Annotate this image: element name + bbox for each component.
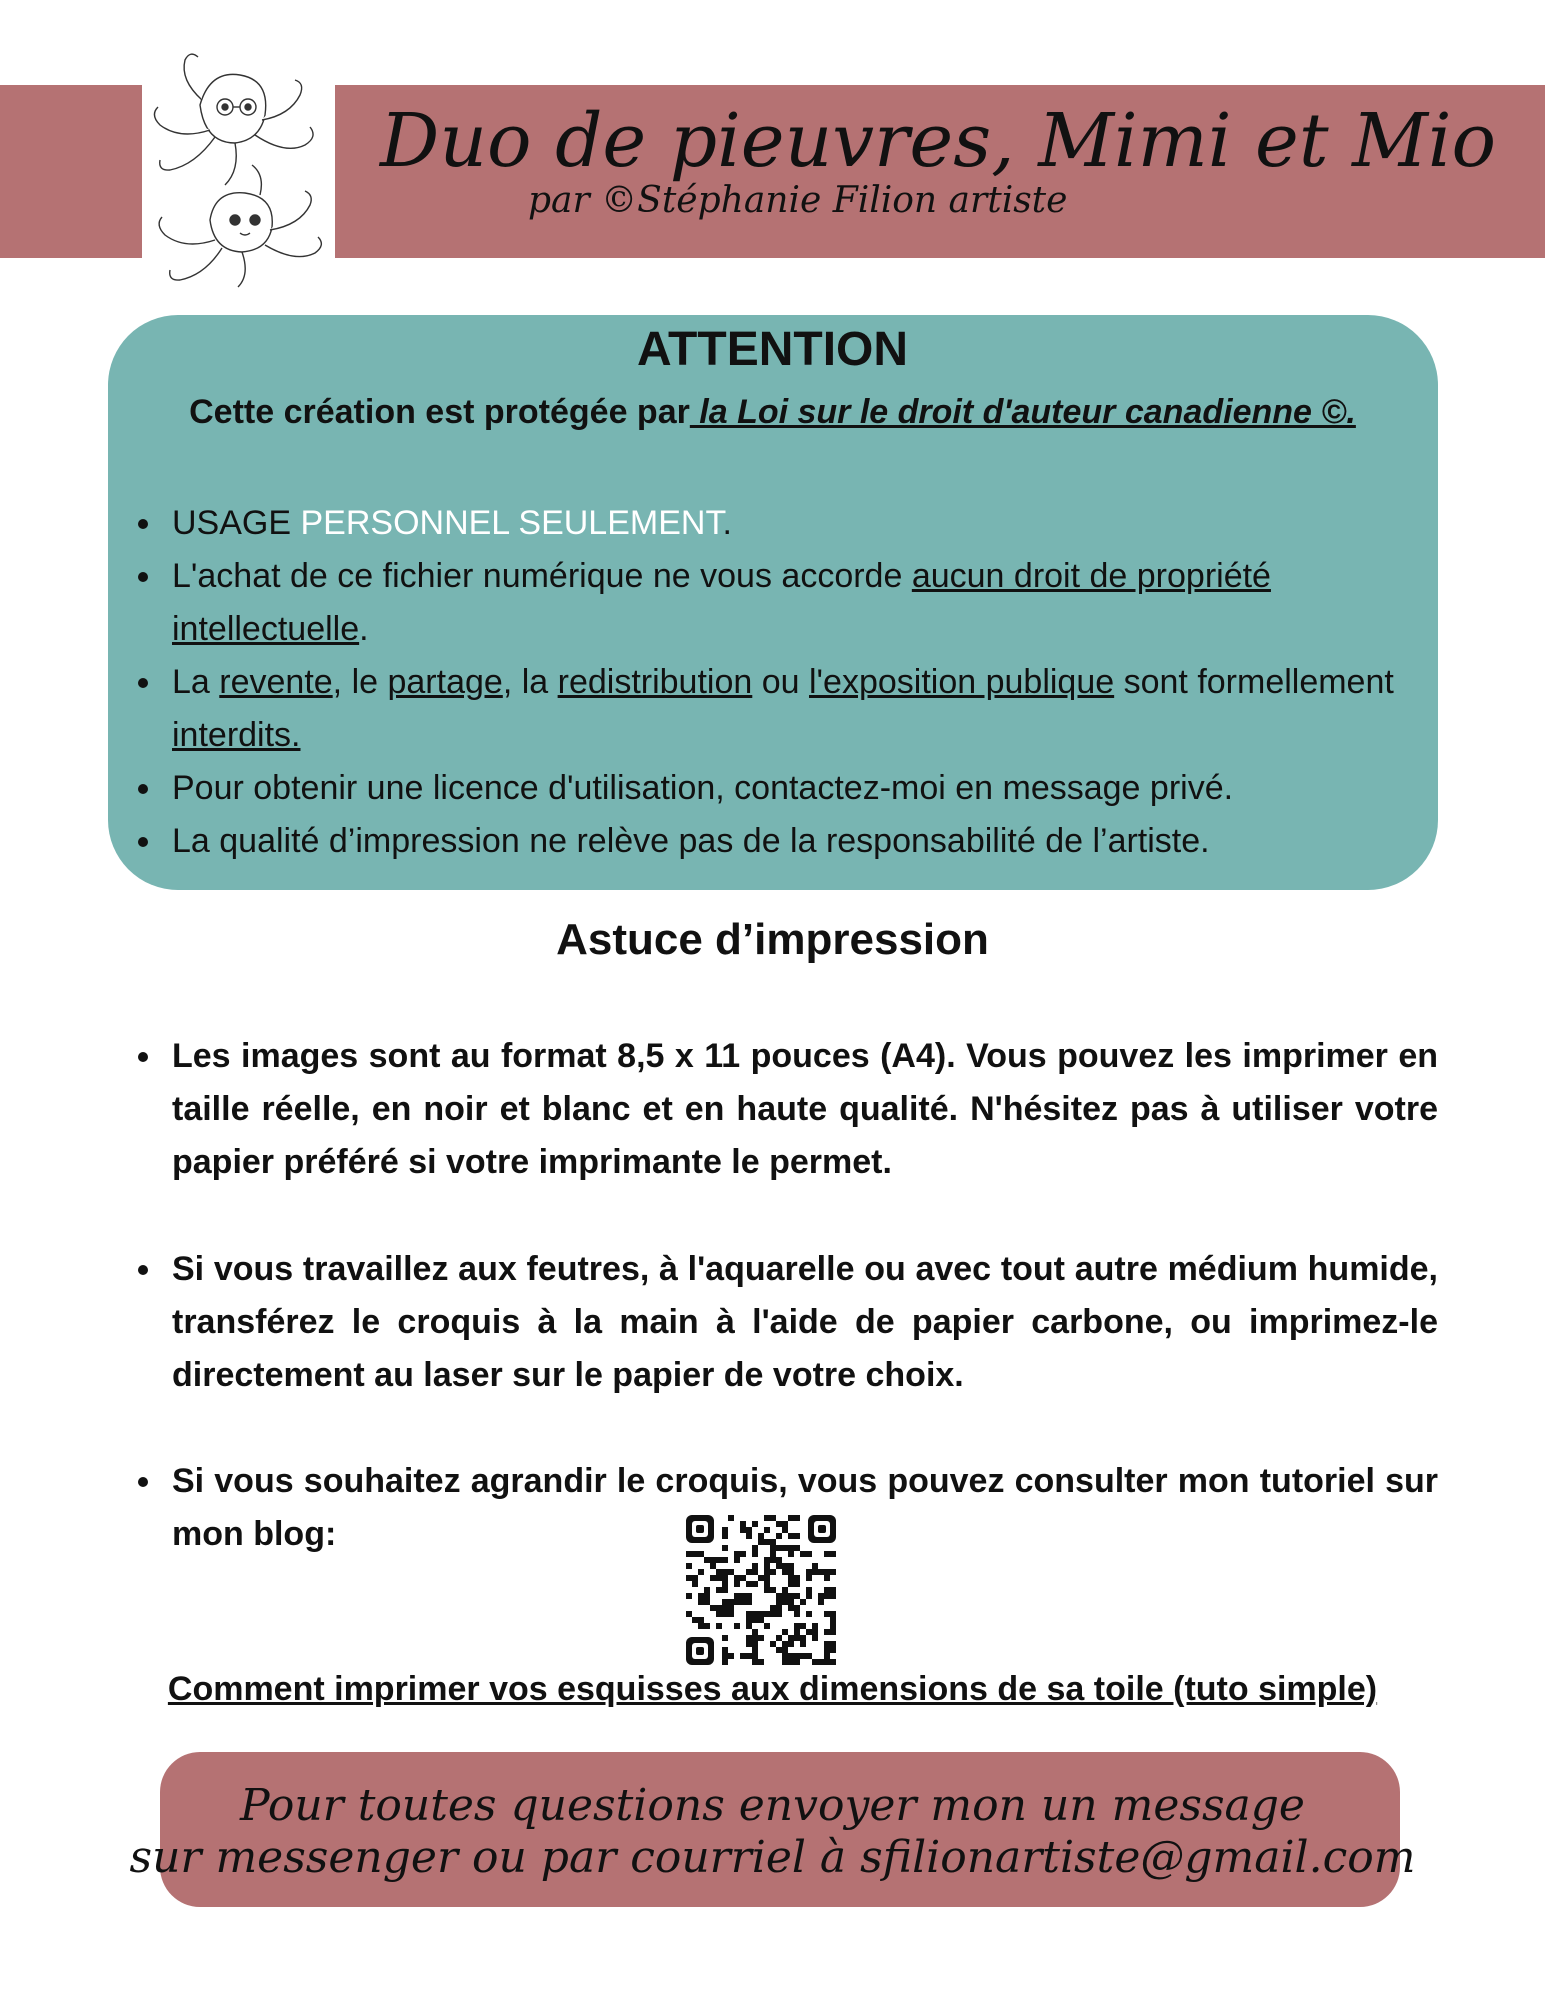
qr-module xyxy=(788,1659,794,1665)
octopus-duo-icon xyxy=(140,45,335,290)
qr-module xyxy=(686,1551,692,1557)
qr-module xyxy=(812,1563,818,1569)
qr-module xyxy=(764,1527,770,1533)
qr-module xyxy=(728,1605,734,1611)
qr-module xyxy=(830,1587,836,1593)
qr-module xyxy=(824,1647,830,1653)
qr-module xyxy=(710,1557,716,1563)
qr-module xyxy=(722,1647,728,1653)
qr-module xyxy=(746,1581,752,1587)
qr-module xyxy=(698,1551,704,1557)
qr-module xyxy=(782,1659,788,1665)
qr-module xyxy=(752,1659,758,1665)
qr-module xyxy=(722,1581,728,1587)
attention-subtitle xyxy=(0,393,1545,432)
qr-module xyxy=(734,1623,740,1629)
item-text: , la xyxy=(502,663,558,701)
qr-module xyxy=(812,1569,818,1575)
item-underlined: partage xyxy=(387,663,503,701)
qr-module xyxy=(830,1629,836,1635)
qr-module xyxy=(740,1653,746,1659)
qr-module xyxy=(800,1653,806,1659)
item-text: , le xyxy=(332,663,388,701)
qr-module xyxy=(770,1551,776,1557)
qr-module xyxy=(752,1641,758,1647)
qr-module xyxy=(722,1545,728,1551)
qr-module xyxy=(740,1521,746,1527)
qr-module xyxy=(740,1527,746,1533)
qr-module xyxy=(752,1569,758,1575)
qr-module xyxy=(812,1659,818,1665)
qr-module xyxy=(806,1575,812,1581)
qr-module xyxy=(764,1611,770,1617)
qr-module xyxy=(716,1587,722,1593)
qr-module xyxy=(830,1617,836,1623)
qr-module xyxy=(824,1611,830,1617)
qr-code-icon[interactable] xyxy=(686,1515,836,1665)
qr-module xyxy=(782,1629,788,1635)
qr-module xyxy=(782,1569,788,1575)
qr-module xyxy=(728,1569,734,1575)
qr-module xyxy=(722,1599,728,1605)
qr-module xyxy=(722,1635,728,1641)
contact-email-line[interactable]: sur messenger ou par courriel à sfilionartiste@gmail.com xyxy=(129,1832,1416,1883)
item-text: L'achat de ce fichier numérique ne vous accorde xyxy=(172,557,912,595)
qr-module xyxy=(770,1557,776,1563)
item-underlined: interdits. xyxy=(172,716,301,754)
qr-module xyxy=(716,1557,722,1563)
qr-module xyxy=(794,1575,800,1581)
qr-module xyxy=(794,1623,800,1629)
attention-title: ATTENTION xyxy=(636,323,909,376)
qr-module xyxy=(758,1635,764,1641)
qr-module xyxy=(800,1551,806,1557)
contact-line: Pour toutes questions envoyer mon un message xyxy=(240,1780,1305,1831)
qr-module xyxy=(794,1593,800,1599)
qr-module xyxy=(788,1533,794,1539)
qr-module xyxy=(770,1539,776,1545)
qr-module xyxy=(728,1611,734,1617)
qr-module xyxy=(734,1599,740,1605)
qr-module xyxy=(830,1659,836,1665)
qr-module xyxy=(806,1629,812,1635)
qr-module xyxy=(704,1593,710,1599)
qr-module xyxy=(824,1575,830,1581)
list-item: Les images sont au format 8,5 x 11 pouces (A4). Vous pouvez les imprimer en taille réelle, en noir et blanc et en haute qualité. N'hésitez pas à utiliser votre papier préféré si votre imprimante le permet. xyxy=(172,1030,1438,1189)
qr-module xyxy=(752,1635,758,1641)
qr-module xyxy=(800,1599,806,1605)
qr-module xyxy=(794,1581,800,1587)
tips-title: Astuce d’impression xyxy=(556,915,989,964)
qr-module xyxy=(752,1653,758,1659)
qr-module xyxy=(764,1623,770,1629)
qr-module xyxy=(794,1545,800,1551)
item-text: . xyxy=(722,504,732,542)
qr-module xyxy=(746,1527,752,1533)
qr-module xyxy=(752,1581,758,1587)
qr-module xyxy=(830,1569,836,1575)
qr-module xyxy=(722,1527,728,1533)
qr-module xyxy=(824,1551,830,1557)
item-text: La xyxy=(172,663,220,701)
qr-module xyxy=(758,1533,764,1539)
qr-module xyxy=(788,1569,794,1575)
qr-module xyxy=(812,1635,818,1641)
qr-module xyxy=(788,1575,794,1581)
qr-module xyxy=(752,1545,758,1551)
qr-module xyxy=(776,1605,782,1611)
qr-module xyxy=(752,1551,758,1557)
qr-module xyxy=(746,1617,752,1623)
qr-module xyxy=(788,1593,794,1599)
qr-module xyxy=(812,1629,818,1635)
qr-module xyxy=(734,1557,740,1563)
qr-module xyxy=(728,1653,734,1659)
qr-module xyxy=(722,1557,728,1563)
qr-module xyxy=(824,1569,830,1575)
qr-module xyxy=(686,1593,692,1599)
qr-module xyxy=(806,1593,812,1599)
attention-subtitle-prefix: Cette création est protégée par xyxy=(189,393,690,431)
qr-module xyxy=(794,1659,800,1665)
qr-module xyxy=(692,1551,698,1557)
qr-module xyxy=(710,1575,716,1581)
qr-module xyxy=(794,1635,800,1641)
qr-module xyxy=(776,1593,782,1599)
qr-module xyxy=(800,1635,806,1641)
qr-module xyxy=(764,1563,770,1569)
qr-module xyxy=(782,1563,788,1569)
qr-module xyxy=(782,1641,788,1647)
qr-module xyxy=(782,1653,788,1659)
qr-module xyxy=(800,1641,806,1647)
qr-module xyxy=(722,1575,728,1581)
qr-module xyxy=(830,1593,836,1599)
qr-module xyxy=(764,1515,770,1521)
qr-module xyxy=(794,1611,800,1617)
qr-module xyxy=(806,1551,812,1557)
item-highlight: PERSONNEL SEULEMENT xyxy=(300,504,723,542)
qr-module xyxy=(722,1611,728,1617)
qr-module xyxy=(764,1581,770,1587)
qr-module xyxy=(770,1515,776,1521)
qr-module xyxy=(698,1623,704,1629)
qr-module xyxy=(782,1587,788,1593)
qr-module xyxy=(764,1557,770,1563)
qr-module xyxy=(788,1551,794,1557)
qr-module xyxy=(830,1611,836,1617)
item-text: USAGE xyxy=(172,504,301,542)
qr-module xyxy=(782,1527,788,1533)
qr-module xyxy=(776,1611,782,1617)
qr-module xyxy=(764,1539,770,1545)
qr-module xyxy=(770,1545,776,1551)
qr-module xyxy=(806,1569,812,1575)
tips-list xyxy=(172,1243,1438,1402)
qr-module xyxy=(776,1557,782,1563)
qr-module xyxy=(824,1641,830,1647)
qr-module xyxy=(788,1581,794,1587)
list-item xyxy=(172,497,1422,550)
qr-module xyxy=(794,1653,800,1659)
item-underlined: redistribution xyxy=(557,663,753,701)
copyright-law-link[interactable]: la Loi sur le droit d'auteur canadienne ©. xyxy=(689,393,1356,431)
qr-module xyxy=(782,1545,788,1551)
qr-module xyxy=(824,1629,830,1635)
tutorial-link[interactable]: Comment imprimer vos esquisses aux dimensions de sa toile (tuto simple) xyxy=(167,1670,1378,1708)
qr-module xyxy=(752,1563,758,1569)
list-item: Pour obtenir une licence d'utilisation, contactez-moi en message privé. xyxy=(172,762,1422,815)
qr-module xyxy=(698,1569,704,1575)
qr-module xyxy=(740,1599,746,1605)
item-text: ou xyxy=(752,663,809,701)
qr-module xyxy=(746,1611,752,1617)
qr-module xyxy=(776,1635,782,1641)
tips-list xyxy=(172,1030,1438,1189)
qr-module xyxy=(716,1623,722,1629)
qr-module xyxy=(686,1575,692,1581)
qr-module xyxy=(824,1587,830,1593)
qr-module xyxy=(782,1521,788,1527)
qr-module xyxy=(704,1587,710,1593)
qr-module xyxy=(686,1563,692,1569)
qr-module xyxy=(752,1629,758,1635)
list-item xyxy=(172,550,1422,656)
qr-module xyxy=(806,1653,812,1659)
qr-module xyxy=(704,1623,710,1629)
item-underlined: l'exposition publique xyxy=(809,663,1115,701)
qr-module xyxy=(740,1593,746,1599)
qr-module xyxy=(830,1647,836,1653)
qr-module xyxy=(782,1647,788,1653)
qr-module xyxy=(788,1545,794,1551)
qr-module xyxy=(734,1581,740,1587)
qr-module xyxy=(740,1551,746,1557)
qr-module xyxy=(800,1623,806,1629)
qr-module xyxy=(716,1605,722,1611)
qr-module xyxy=(734,1551,740,1557)
qr-module xyxy=(698,1599,704,1605)
qr-module xyxy=(716,1569,722,1575)
qr-module xyxy=(830,1641,836,1647)
qr-module xyxy=(698,1593,704,1599)
page-subtitle: par ©Stéphanie Filion artiste xyxy=(528,180,1068,221)
qr-module xyxy=(770,1611,776,1617)
item-underlined: aucun droit de propriété intellectuelle xyxy=(172,557,1271,648)
list-item: La qualité d’impression ne relève pas de la responsabilité de l’artiste. xyxy=(172,815,1422,868)
item-text: . xyxy=(359,610,369,648)
qr-module xyxy=(788,1605,794,1611)
qr-module xyxy=(692,1581,698,1587)
qr-module xyxy=(698,1617,704,1623)
qr-module xyxy=(770,1569,776,1575)
qr-module xyxy=(728,1599,734,1605)
qr-module xyxy=(752,1647,758,1653)
item-text: sont formellement xyxy=(1114,663,1394,701)
qr-module xyxy=(704,1599,710,1605)
qr-module xyxy=(692,1575,698,1581)
qr-module xyxy=(752,1521,758,1527)
qr-module xyxy=(758,1659,764,1665)
qr-module xyxy=(788,1563,794,1569)
qr-module xyxy=(692,1617,698,1623)
qr-module xyxy=(764,1575,770,1581)
header-band-left xyxy=(0,85,142,258)
qr-module xyxy=(830,1623,836,1629)
qr-module xyxy=(818,1593,824,1599)
qr-module xyxy=(776,1599,782,1605)
qr-module xyxy=(770,1587,776,1593)
qr-module xyxy=(758,1617,764,1623)
attention-list xyxy=(172,497,1422,868)
qr-module xyxy=(794,1515,800,1521)
qr-module xyxy=(746,1593,752,1599)
qr-module xyxy=(746,1641,752,1647)
qr-module xyxy=(734,1575,740,1581)
qr-module xyxy=(818,1659,824,1665)
qr-module xyxy=(776,1647,782,1653)
qr-module xyxy=(782,1599,788,1605)
qr-module xyxy=(782,1593,788,1599)
qr-module xyxy=(704,1557,710,1563)
qr-module xyxy=(752,1611,758,1617)
qr-module xyxy=(686,1611,692,1617)
list-item: Si vous souhaitez agrandir le croquis, vous pouvez consulter mon tutoriel sur mon blog: xyxy=(172,1455,1438,1561)
qr-module xyxy=(746,1599,752,1605)
qr-module xyxy=(776,1545,782,1551)
qr-module xyxy=(722,1587,728,1593)
item-underlined: revente xyxy=(219,663,333,701)
qr-module xyxy=(824,1593,830,1599)
qr-module xyxy=(788,1641,794,1647)
qr-module xyxy=(788,1653,794,1659)
qr-module xyxy=(818,1569,824,1575)
qr-module xyxy=(722,1605,728,1611)
qr-module xyxy=(776,1563,782,1569)
qr-module xyxy=(770,1641,776,1647)
qr-module xyxy=(794,1533,800,1539)
qr-module xyxy=(746,1533,752,1539)
qr-module xyxy=(746,1623,752,1629)
qr-module xyxy=(788,1515,794,1521)
qr-module xyxy=(770,1605,776,1611)
qr-module xyxy=(746,1635,752,1641)
qr-module xyxy=(788,1635,794,1641)
qr-module xyxy=(722,1533,728,1539)
qr-module xyxy=(722,1653,728,1659)
qr-module xyxy=(776,1533,782,1539)
qr-module xyxy=(722,1659,728,1665)
qr-module xyxy=(734,1593,740,1599)
qr-module xyxy=(824,1659,830,1665)
qr-module xyxy=(776,1521,782,1527)
qr-module xyxy=(752,1617,758,1623)
qr-module xyxy=(818,1599,824,1605)
qr-module xyxy=(746,1653,752,1659)
page-title: Duo de pieuvres, Mimi et Mio xyxy=(380,98,1497,184)
qr-module xyxy=(794,1605,800,1611)
qr-module xyxy=(764,1569,770,1575)
qr-module xyxy=(758,1539,764,1545)
qr-module xyxy=(710,1563,716,1569)
qr-module xyxy=(794,1629,800,1635)
qr-module xyxy=(710,1605,716,1611)
qr-module xyxy=(812,1623,818,1629)
qr-module xyxy=(758,1575,764,1581)
qr-module xyxy=(788,1599,794,1605)
qr-module xyxy=(740,1575,746,1581)
qr-module xyxy=(806,1611,812,1617)
qr-module xyxy=(716,1611,722,1617)
qr-module xyxy=(764,1587,770,1593)
qr-module xyxy=(716,1575,722,1581)
qr-module xyxy=(758,1611,764,1617)
qr-module xyxy=(824,1653,830,1659)
qr-module xyxy=(728,1515,734,1521)
qr-module xyxy=(806,1587,812,1593)
qr-module xyxy=(722,1569,728,1575)
qr-module xyxy=(830,1551,836,1557)
qr-module xyxy=(746,1569,752,1575)
list-item xyxy=(172,656,1422,762)
list-item: Si vous travaillez aux feutres, à l'aquarelle ou avec tout autre médium humide, transférez le croquis à la main à l'aide de papier carbone, ou imprimez-le directement au laser sur le papier de votre choix. xyxy=(172,1243,1438,1402)
